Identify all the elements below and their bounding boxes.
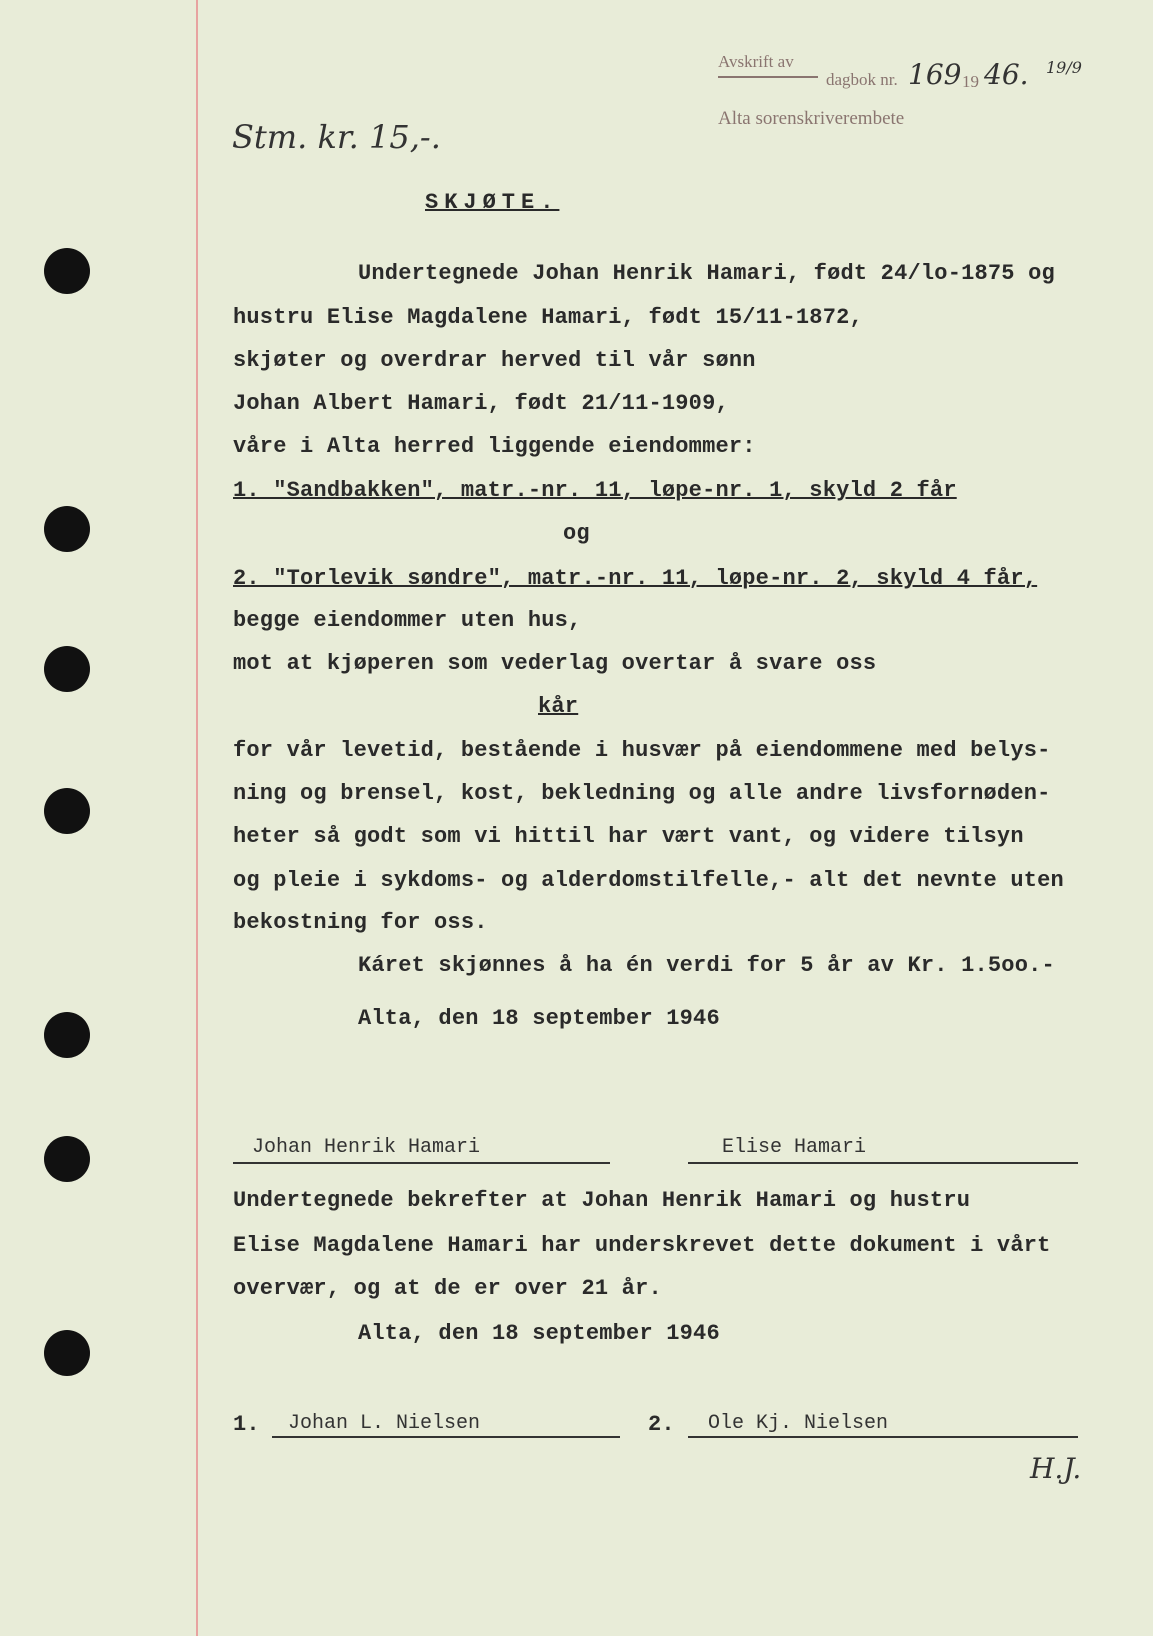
year-handwritten: 46.	[984, 58, 1029, 91]
body-line: ning og brensel, kost, bekledning og alle andre livsfornøden-	[233, 781, 1051, 806]
date-handwritten: 19/9	[1046, 58, 1082, 77]
punch-hole	[44, 1330, 90, 1376]
punch-hole	[44, 646, 90, 692]
margin-line	[196, 0, 198, 1636]
body-line: kår	[538, 694, 579, 719]
witness-2-name: Ole Kj. Nielsen	[708, 1412, 889, 1435]
body-line: mot at kjøperen som vederlag overtar å svare oss	[233, 651, 877, 676]
stamp-rule	[718, 76, 818, 78]
punch-hole	[44, 788, 90, 834]
stamp-year-prefix: 19	[962, 72, 979, 91]
body-line: Undertegnede Johan Henrik Hamari, født 24/lo-1875 og	[358, 261, 1055, 286]
witness-line: overvær, og at de er over 21 år.	[233, 1276, 662, 1301]
body-line: skjøter og overdrar herved til vår sønn	[233, 348, 756, 373]
body-line: og pleie i sykdoms- og alderdomstilfelle,- alt det nevnte uten	[233, 868, 1064, 893]
body-line: heter så godt som vi hittil har vært vant, og videre tilsyn	[233, 824, 1024, 849]
signature-2: Elise Hamari	[722, 1136, 867, 1159]
body-line: 1. "Sandbakken", matr.-nr. 11, løpe-nr. 1, skyld 2 får	[233, 478, 957, 503]
document-title: SKJØTE.	[425, 190, 560, 215]
witness-line: Undertegnede bekrefter at Johan Henrik Hamari og hustru	[233, 1188, 971, 1213]
body-line: Johan Albert Hamari, født 21/11-1909,	[233, 391, 729, 416]
punch-hole	[44, 248, 90, 294]
punch-hole	[44, 1136, 90, 1182]
signature-line	[688, 1436, 1078, 1438]
body-line: Káret skjønnes å ha én verdi for 5 år av Kr. 1.5oo.-	[358, 953, 1055, 978]
body-line: 2. "Torlevik søndre", matr.-nr. 11, løpe-nr. 2, skyld 4 får,	[233, 566, 1038, 591]
signature-line	[688, 1162, 1078, 1164]
body-line: hustru Elise Magdalene Hamari, født 15/11-1872,	[233, 305, 863, 330]
stamp-dagbok: dagbok nr.	[826, 70, 898, 89]
witness-1-name: Johan L. Nielsen	[288, 1412, 481, 1435]
witness-1-number: 1.	[233, 1412, 260, 1437]
body-line: begge eiendommer uten hus,	[233, 608, 582, 633]
punch-hole	[44, 1012, 90, 1058]
witness-line: Elise Magdalene Hamari har underskrevet dette dokument i vårt	[233, 1233, 1051, 1258]
stamp-avskrift: Avskrift av	[718, 52, 794, 71]
witness-line: Alta, den 18 september 1946	[358, 1321, 720, 1346]
fee-note: Stm. kr. 15,-.	[232, 118, 441, 156]
body-line: bekostning for oss.	[233, 910, 488, 935]
signature-line	[233, 1162, 610, 1164]
initials: H.J.	[1030, 1452, 1082, 1485]
punch-hole	[44, 506, 90, 552]
stamp-org: Alta sorenskriverembete	[718, 108, 905, 129]
signature-1: Johan Henrik Hamari	[252, 1136, 481, 1159]
dagbok-number: 169	[908, 58, 962, 91]
body-line: for vår levetid, bestående i husvær på eiendommene med belys-	[233, 738, 1051, 763]
body-line: våre i Alta herred liggende eiendommer:	[233, 434, 756, 459]
signature-line	[272, 1436, 620, 1438]
witness-2-number: 2.	[648, 1412, 675, 1437]
body-line: Alta, den 18 september 1946	[358, 1006, 720, 1031]
body-line: og	[563, 521, 590, 546]
